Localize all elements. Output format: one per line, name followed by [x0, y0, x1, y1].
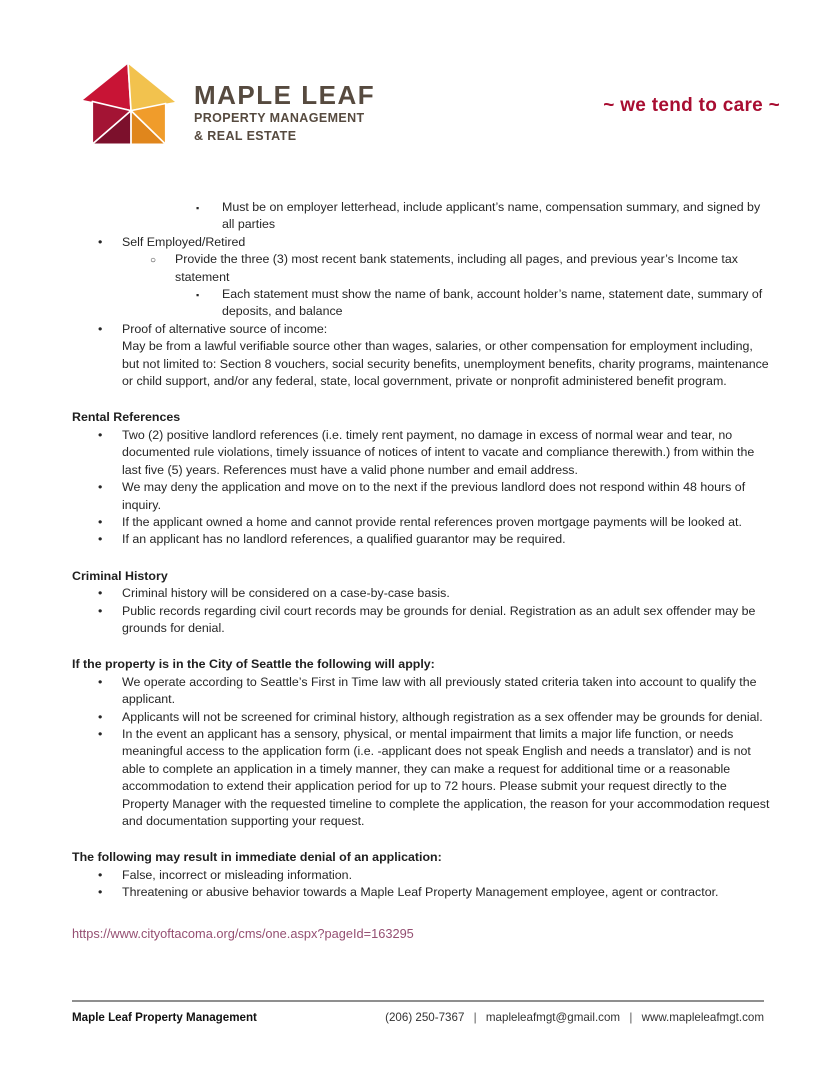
bullet-item [72, 479, 772, 514]
bullet-item [72, 199, 772, 234]
section-heading: Criminal History [72, 568, 168, 583]
footer-phone: (206) 250-7367 [385, 1011, 465, 1024]
section-heading: If the property is in the City of Seattle the following will apply: [72, 657, 435, 672]
bullet-marker-icon: ▪ [196, 203, 200, 213]
bullet-text: Provide the three (3) most recent bank statements, including all pages, and previous year’s Income tax statement [175, 252, 738, 284]
bullet-marker-icon: • [98, 532, 103, 547]
document-section [72, 199, 772, 390]
section-heading: The following may result in immediate denial of an application: [72, 850, 442, 865]
bullet-item [72, 531, 772, 548]
document-section [72, 568, 772, 638]
bullet-text: Two (2) positive landlord references (i.e. timely rent payment, no damage in excess of normal wear and tear, no documented rule violations, timely issuance of notices of intent to vacate and compliance therewith.) from within the last five (5) years. References must have a valid phone number and email address. [122, 427, 755, 477]
bullet-item [72, 709, 772, 726]
bullet-marker-icon: • [98, 234, 103, 249]
logo-triangle-roof-left [81, 63, 131, 111]
bullet-marker-icon: • [98, 603, 103, 618]
brand-title: MAPLE LEAF [194, 80, 376, 110]
bullet-text: Each statement must show the name of bank, account holder’s name, statement date, summary of deposits, and balance [222, 287, 763, 319]
bullet-item [72, 585, 772, 602]
bullet-marker-icon: • [98, 321, 103, 336]
document-section [72, 409, 772, 548]
footer-contact [385, 1011, 764, 1024]
section-heading: Rental References [72, 410, 181, 425]
bullet-text: Criminal history will be considered on a case-by-case basis. [122, 586, 450, 601]
bullet-text: Self Employed/Retired [122, 234, 246, 249]
footer-separator: | [473, 1011, 477, 1024]
footer-company: Maple Leaf Property Management [72, 1011, 257, 1024]
brand-subtitle-2: & REAL ESTATE [194, 128, 297, 143]
bullet-marker-icon: • [98, 867, 103, 882]
bullet-text: Public records regarding civil court records may be grounds for denial. Registration as an adult sex offender may be grounds for denial. [122, 603, 756, 635]
bullet-marker-icon: ○ [150, 255, 157, 267]
bullet-text: We may deny the application and move on to the next if the previous landlord does not respond within 48 hours of inquiry. [122, 480, 746, 512]
bullet-item [72, 674, 772, 709]
brand-subtitle-1: PROPERTY MANAGEMENT [194, 111, 365, 126]
bullet-marker-icon: ▪ [196, 290, 200, 301]
bullet-continuation-text: May be from a lawful verifiable source other than wages, salaries, or other compensation for employment including, but not limited to: Section 8 vouchers, social security benefits, unemployment benefits, charity programs, maintenance or child support, and/or any federal, state, local government, private or nonprofit administered benefit program. [122, 339, 769, 389]
bullet-item [72, 427, 772, 479]
bullet-item [72, 514, 772, 531]
footer-separator: | [629, 1011, 633, 1024]
bullet-marker-icon: • [98, 709, 103, 724]
bullet-item [72, 234, 772, 251]
bullet-text: Must be on employer letterhead, include applicant’s name, compensation summary, and signed by all parties [222, 200, 761, 232]
bullet-marker-icon: • [98, 885, 103, 900]
document-sections [72, 199, 772, 902]
logo-triangle-roof-right [128, 63, 177, 111]
bullet-text: Proof of alternative source of income: [122, 321, 328, 336]
bullet-marker-icon: • [98, 480, 103, 495]
footer-email: mapleleafmgt@gmail.com [485, 1011, 621, 1024]
bullet-text: Threatening or abusive behavior towards a Maple Leaf Property Management employee, agent or contractor. [122, 885, 719, 900]
document-content [72, 199, 772, 943]
bullet-marker-icon: • [98, 586, 103, 601]
house-logo-icon [78, 60, 180, 148]
bullet-item [72, 884, 772, 901]
bullet-item [72, 603, 772, 638]
footer-divider [72, 1000, 764, 1002]
bullet-text: In the event an applicant has a sensory, physical, or mental impairment that limits a major life function, or needs meaningful access to the application form (i.e. -applicant does not speak English and needs a translator) and is not able to complete an application in a timely manner, they can make a request for additional time or a reasonable accommodation to extend their application period for up to 72 hours. Please submit your request directly to the Property Manager with the requested timeline to complete the application, the reason for your accommodation request and documentation supporting your request. [122, 726, 770, 828]
tagline: ~ we tend to care ~ [603, 95, 780, 116]
bullet-text: If an applicant has no landlord references, a qualified guarantor may be required. [122, 532, 566, 547]
logo-text [194, 82, 375, 144]
bullet-item [72, 726, 772, 830]
bullet-marker-icon: • [98, 674, 103, 689]
bullet-marker-icon: • [98, 427, 103, 442]
bullet-item [72, 321, 772, 391]
footer-website: www.mapleleafmgt.com [641, 1011, 764, 1024]
footer [72, 1011, 764, 1024]
bullet-item [72, 867, 772, 884]
logo [78, 60, 375, 148]
bullet-text: False, incorrect or misleading information. [122, 867, 353, 882]
document-section [72, 656, 772, 830]
bullet-marker-icon: • [98, 514, 103, 529]
bullet-text: Applicants will not be screened for criminal history, although registration as a sex offender may be grounds for denial. [122, 709, 763, 724]
bullet-text: We operate according to Seattle’s First in Time law with all previously stated criteria taken into account to qualify the applicant. [122, 674, 757, 707]
document-section [72, 849, 772, 901]
bullet-item [72, 251, 772, 286]
bullet-item [72, 286, 772, 321]
bullet-marker-icon: • [98, 726, 103, 741]
bullet-text: If the applicant owned a home and cannot provide rental references proven mortgage payments will be looked at. [122, 514, 742, 529]
cityoftacoma-link[interactable]: https://www.cityoftacoma.org/cms/one.aspx?pageId=163295 [72, 925, 414, 941]
